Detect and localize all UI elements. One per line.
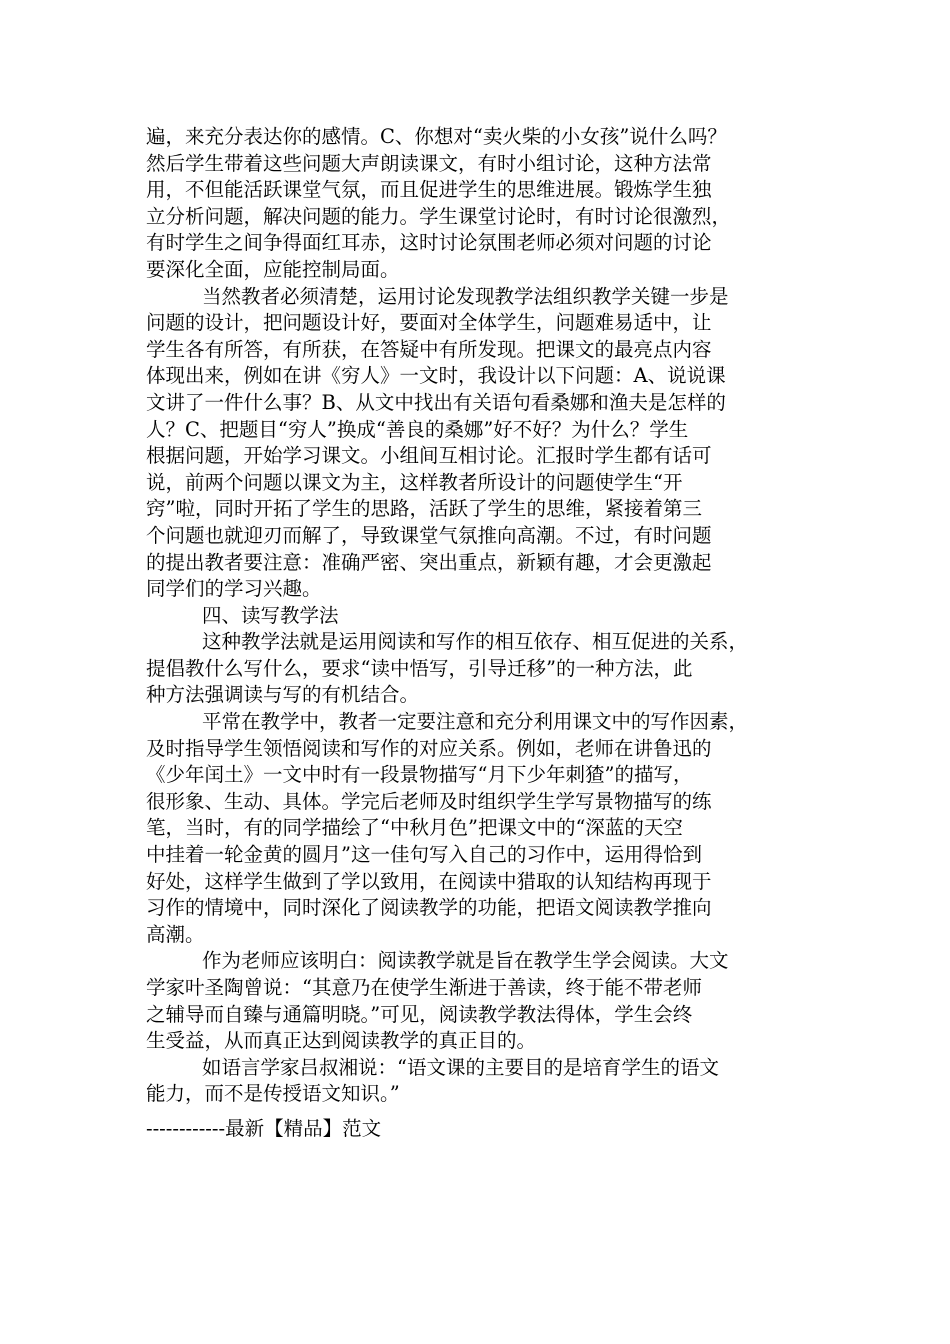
text-line: 的提出教者要注意：准确严密、突出重点，新颖有趣，才会更激起 <box>146 550 712 574</box>
text-line: 根据问题，开始学习课文。小组间互相讨论。汇报时学生都有话可 <box>146 444 712 468</box>
text-line: 习作的情境中，同时深化了阅读教学的功能，把语文阅读教学推向 <box>146 896 712 920</box>
paragraph <box>146 603 822 630</box>
paragraph <box>146 284 822 603</box>
text-line: 然后学生带着这些问题大声朗读课文，有时小组讨论，这种方法常 <box>146 151 712 175</box>
paragraph <box>146 1055 822 1108</box>
text-line: 文讲了一件什么事？B、从文中找出有关语句看桑娜和渔夫是怎样的 <box>146 390 726 414</box>
text-line: 立分析问题，解决问题的能力。学生课堂讨论时，有时讨论很激烈， <box>146 204 732 228</box>
text-line: 有时学生之间争得面红耳赤，这时讨论氛围老师必须对问题的讨论 <box>146 231 712 255</box>
text-line: 种方法强调读与写的有机结合。 <box>146 683 420 707</box>
paragraph <box>146 124 822 284</box>
text-line: 高潮。 <box>146 922 205 946</box>
text-line: 同学们的学习兴趣。 <box>146 577 322 601</box>
text-line: 好处，这样学生做到了学以致用，在阅读中猎取的认知结构再现于 <box>146 869 712 893</box>
text-line: 及时指导学生领悟阅读和写作的对应关系。例如，老师在讲鲁迅的 <box>146 736 712 760</box>
text-line: 能力，而不是传授语文知识。” <box>146 1082 400 1106</box>
text-line: 窍”啦，同时开拓了学生的思路，活跃了学生的思维，紧接着第三 <box>146 497 702 521</box>
text-line: 很形象、生动、具体。学完后老师及时组织学生学写景物描写的练 <box>146 789 712 813</box>
text-line: 说，前两个问题以课文为主，这样教者所设计的问题使学生“开 <box>146 470 683 494</box>
text-line: 笔，当时，有的同学描绘了“中秋月色”把课文中的“深蓝的天空 <box>146 816 683 840</box>
text-line: 这种教学法就是运用阅读和写作的相互依存、相互促进的关系， <box>202 630 749 654</box>
text-line: 中挂着一轮金黄的圆月”这一佳句写入自己的习作中，运用得恰到 <box>146 843 702 867</box>
text-line: 提倡教什么写什么，要求“读中悟写，引导迁移”的一种方法，此 <box>146 656 693 680</box>
text-line: 问题的设计，把问题设计好，要面对全体学生，问题难易适中，让 <box>146 311 712 335</box>
text-line: 要深化全面，应能控制局面。 <box>146 257 400 281</box>
text-line: 之辅导而自臻与通篇明晓。”可见，阅读教学教法得体，学生会终 <box>146 1002 693 1026</box>
document-footer: ------------最新【精品】范文 <box>146 1117 382 1140</box>
paragraph <box>146 629 822 709</box>
text-line: 学生各有所答，有所获，在答疑中有所发现。把课文的最亮点内容 <box>146 337 712 361</box>
text-line: 四、读写教学法 <box>202 603 339 627</box>
paragraph <box>146 948 822 1054</box>
text-line: 生受益，从而真正达到阅读教学的真正目的。 <box>146 1029 537 1053</box>
text-line: 遍，来充分表达你的感情。C、你想对“卖火柴的小女孩”说什么吗？ <box>146 125 727 148</box>
text-line: 用，不但能活跃课堂气氛，而且促进学生的思维进展。锻炼学生独 <box>146 178 712 202</box>
text-line: 人？C、把题目“穷人”换成“善良的桑娜”好不好？为什么？学生 <box>146 417 689 441</box>
text-line: 体现出来，例如在讲《穷人》一文时，我设计以下问题：A、说说课 <box>146 364 726 388</box>
text-line: 如语言学家吕叔湘说：“语文课的主要目的是培育学生的语文 <box>202 1055 719 1079</box>
text-line: 《少年闰土》一文中时有一段景物描写“月下少年刺猹”的描写， <box>146 763 693 787</box>
text-line: 当然教者必须清楚，运用讨论发现教学法组织教学关键一步是 <box>202 284 729 308</box>
text-line: 作为老师应该明白：阅读教学就是旨在教学生学会阅读。大文 <box>202 949 729 973</box>
text-line: 学家叶圣陶曾说：“其意乃在使学生渐进于善读，终于能不带老师 <box>146 976 702 999</box>
text-line: 个问题也就迎刃而解了，导致课堂气氛推向高潮。不过，有时问题 <box>146 523 712 547</box>
text-line: 平常在教学中，教者一定要注意和充分利用课文中的写作因素， <box>202 710 749 734</box>
document-body <box>146 124 822 1108</box>
paragraph <box>146 709 822 948</box>
